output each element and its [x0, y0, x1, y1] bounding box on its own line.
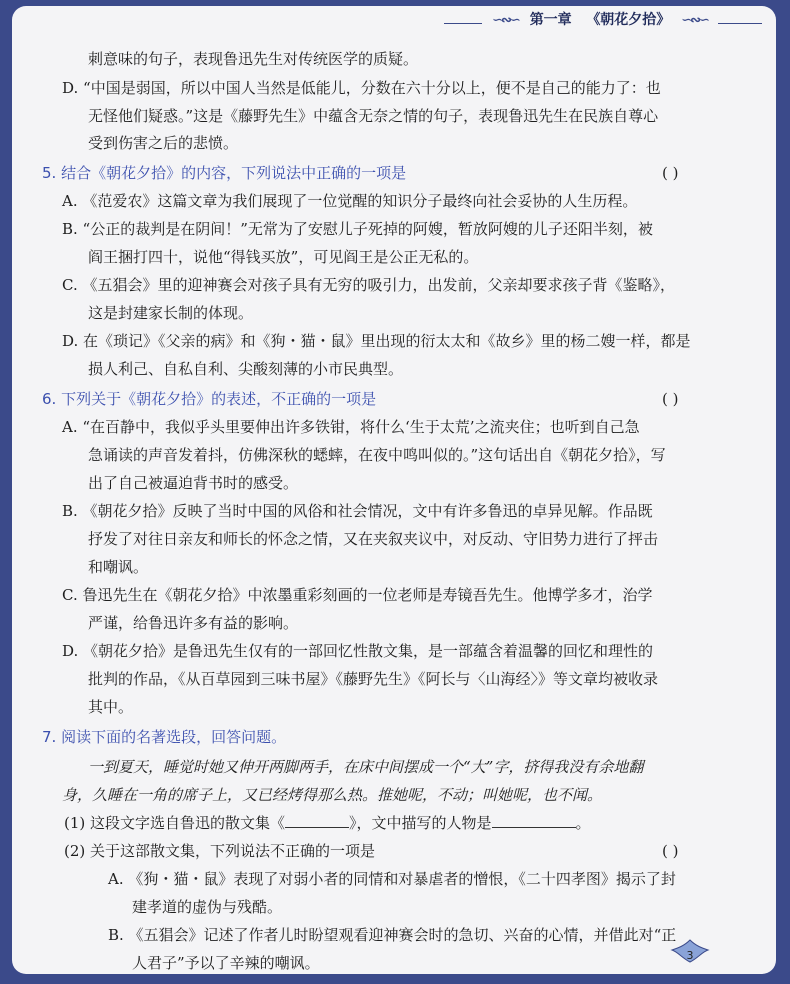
- question-7-1: [64, 812, 591, 834]
- option-b-q5: B. “公正的裁判是在阴间！”无常为了安慰儿子死掉的阿嫂，暂放阿嫂的儿子还阳半刻，被: [62, 220, 653, 238]
- option-c-q6: C. 鲁迅先生在《朝花夕拾》中浓墨重彩刻画的一位老师是寿镜吾先生。他博学多才，治学: [62, 586, 653, 604]
- answer-blank-collection[interactable]: [285, 813, 349, 828]
- q7-1-suffix: 。: [575, 814, 591, 832]
- page-number-badge: [668, 936, 712, 966]
- question-7: 7. 阅读下面的名著选段，回答问题。: [42, 728, 287, 746]
- option-d-q6: D. 《朝花夕拾》是鲁迅先生仅有的一部回忆性散文集，是一部蕴含着温馨的回忆和理性的: [62, 642, 654, 660]
- text-line: 无怪他们疑惑。”这是《藤野先生》中蕴含无奈之情的句子，表现鲁迅先生在民族自尊心: [88, 107, 659, 125]
- text-line: 其中。: [88, 698, 134, 716]
- right-ornament-icon: ∽∾∽: [681, 13, 708, 28]
- option-d-q5: D. 在《琐记》《父亲的病》和《狗・猫・鼠》里出现的衍太太和《故乡》里的杨二嫂一样，都是: [62, 332, 691, 350]
- option-b-q6: B. 《朝花夕拾》反映了当时中国的风俗和社会情况，文中有许多鲁迅的卓异见解。作品既: [62, 502, 653, 520]
- excerpt-line: 身，久睡在一角的席子上，又已经烤得那么热。推她呢，不动；叫她呢，也不闻。: [62, 786, 603, 804]
- text-line: 和嘲讽。: [88, 558, 149, 576]
- answer-paren: ( ): [662, 842, 679, 860]
- page-number: 3: [686, 949, 694, 962]
- text-line: 批判的作品，《从百草园到三味书屋》《藤野先生》《阿长与〈山海经〉》等文章均被收录: [88, 670, 659, 688]
- option-a-q6: A. “在百静中，我似乎头里要伸出许多铁钳，将什么‘生于太荒’之流夹住；也听到自己急: [62, 418, 640, 436]
- option-a-q5: A. 《范爱农》这篇文章为我们展现了一位觉醒的知识分子最终向社会妥协的人生历程。: [62, 192, 638, 210]
- text-line: 阎王捆打四十，说他“得钱买放”，可见阎王是公正无私的。: [88, 248, 479, 266]
- text-line: 人君子”予以了辛辣的嘲讽。: [132, 954, 320, 972]
- answer-paren: ( ): [662, 390, 679, 408]
- option-a-q7-2: A. 《狗・猫・鼠》表现了对弱小者的同情和对暴虐者的憎恨，《二十四孝图》揭示了封: [108, 870, 676, 888]
- left-ornament-icon: ∽∾∽: [492, 13, 519, 28]
- text-line: 严谨，给鲁迅许多有益的影响。: [88, 614, 299, 632]
- option-b-q7-2: B. 《五猖会》记述了作者儿时盼望观看迎神赛会时的急切、兴奋的心情，并借此对“正: [108, 926, 677, 944]
- chapter-label: 第一章: [529, 12, 572, 28]
- text-line: 受到伤害之后的悲愤。: [88, 134, 239, 152]
- option-c-q5: C. 《五猖会》里的迎神赛会对孩子具有无穷的吸引力，出发前，父亲却要求孩子背《鉴略》，: [62, 276, 675, 294]
- option-d-q4: D. “中国是弱国，所以中国人当然是低能儿，分数在六十分以上，便不是自己的能力了：也: [62, 79, 661, 97]
- answer-blank-character[interactable]: [492, 813, 576, 828]
- answer-paren: ( ): [662, 164, 679, 182]
- question-7-2: (2) 关于这部散文集，下列说法不正确的一项是: [64, 842, 376, 860]
- text-line: 急诵读的声音发着抖，仿佛深秋的蟋蟀，在夜中鸣叫似的。”这句话出自《朝花夕拾》，写: [88, 446, 666, 464]
- question-5: 5. 结合《朝花夕拾》的内容，下列说法中正确的一项是: [42, 164, 407, 182]
- text-line: 抒发了对往日亲友和师长的怀念之情，又在夹叙夹议中，对反动、守旧势力进行了抨击: [88, 530, 659, 548]
- q7-1-prefix: (1) 这段文字选自鲁迅的散文集《: [64, 814, 286, 832]
- chapter-title: 《朝花夕拾》: [586, 12, 671, 28]
- excerpt-line: 一到夏天，睡觉时她又伸开两脚两手，在床中间摆成一个“大”字，挤得我没有余地翻: [88, 758, 644, 776]
- text-line: 这是封建家长制的体现。: [88, 304, 254, 322]
- text-line: 出了自己被逼迫背书时的感受。: [88, 474, 299, 492]
- text-line: 刺意味的句子，表现鲁迅先生对传统医学的质疑。: [88, 50, 419, 68]
- page-content: [12, 6, 776, 974]
- document-page: [12, 6, 776, 974]
- text-line: 损人利己、自私自利、尖酸刻薄的小市民典型。: [88, 360, 404, 378]
- question-6: 6. 下列关于《朝花夕拾》的表述，不正确的一项是: [42, 390, 377, 408]
- q7-1-mid: 》，文中描写的人物是: [349, 814, 492, 832]
- text-line: 建孝道的虚伪与残酷。: [132, 898, 283, 916]
